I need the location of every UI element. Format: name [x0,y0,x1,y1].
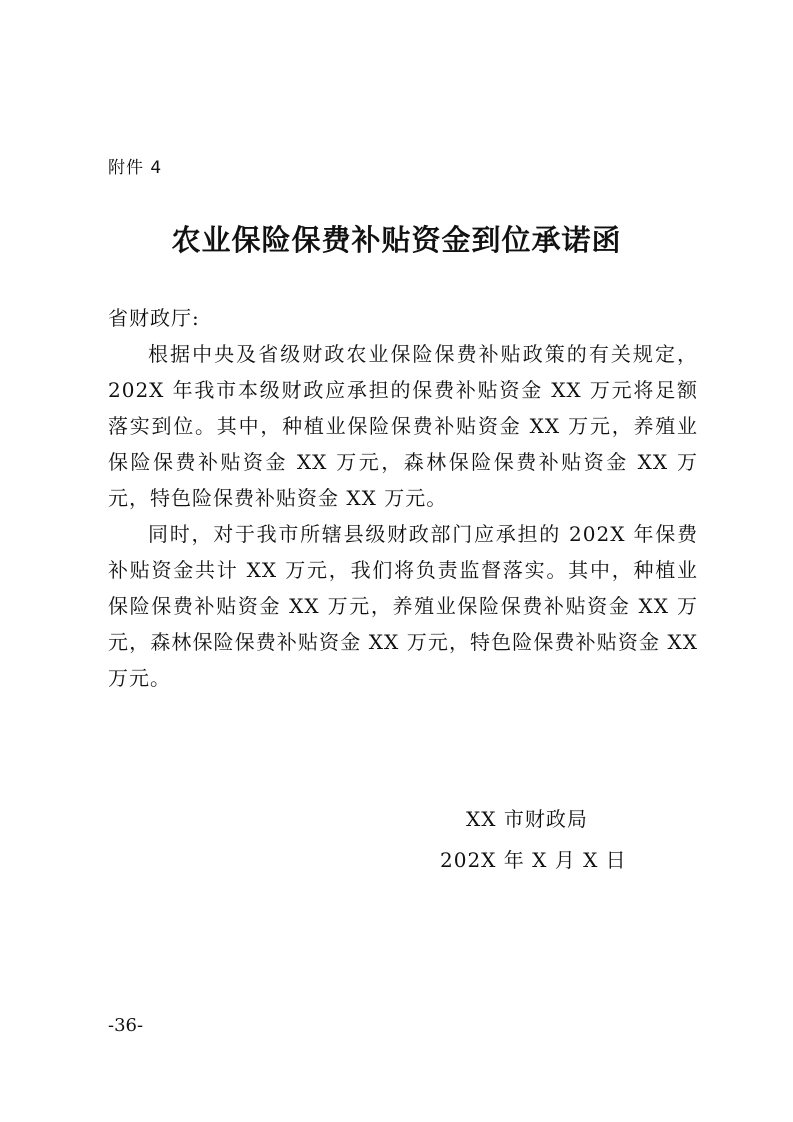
letter-body [108,300,698,696]
salutation: 省财政厅: [108,306,200,330]
document-title: 农业保险保费补贴资金到位承诺函 [171,223,622,257]
paragraph-2: 同时，对于我市所辖县级财政部门应承担的 202X 年保费补贴资金共计 XX 万元，我们将负责监督落实。其中，种植业保险保费补贴资金 XX 万元，养殖业保险保费补贴资金 XX 万元，森林保险保费补贴资金 XX 万元，特色险保费补贴资金 XX 万元。 [108,522,698,690]
page-number: -36- [108,1015,144,1036]
paragraph-1: 根据中央及省级财政农业保险保费补贴政策的有关规定，202X 年我市本级财政应承担的保费补贴资金 XX 万元将足额落实到位。其中，种植业保险保费补贴资金 XX 万元，养殖业保险保费补贴资金 XX 万元，森林保险保费补贴资金 XX 万元，特色险保费补贴资金 XX 万元。 [108,342,698,510]
signature-organization: XX 市财政局 [466,807,588,831]
attachment-label: 附件 4 [108,158,163,178]
signature-date: 202X 年 X 月 X 日 [440,848,627,872]
